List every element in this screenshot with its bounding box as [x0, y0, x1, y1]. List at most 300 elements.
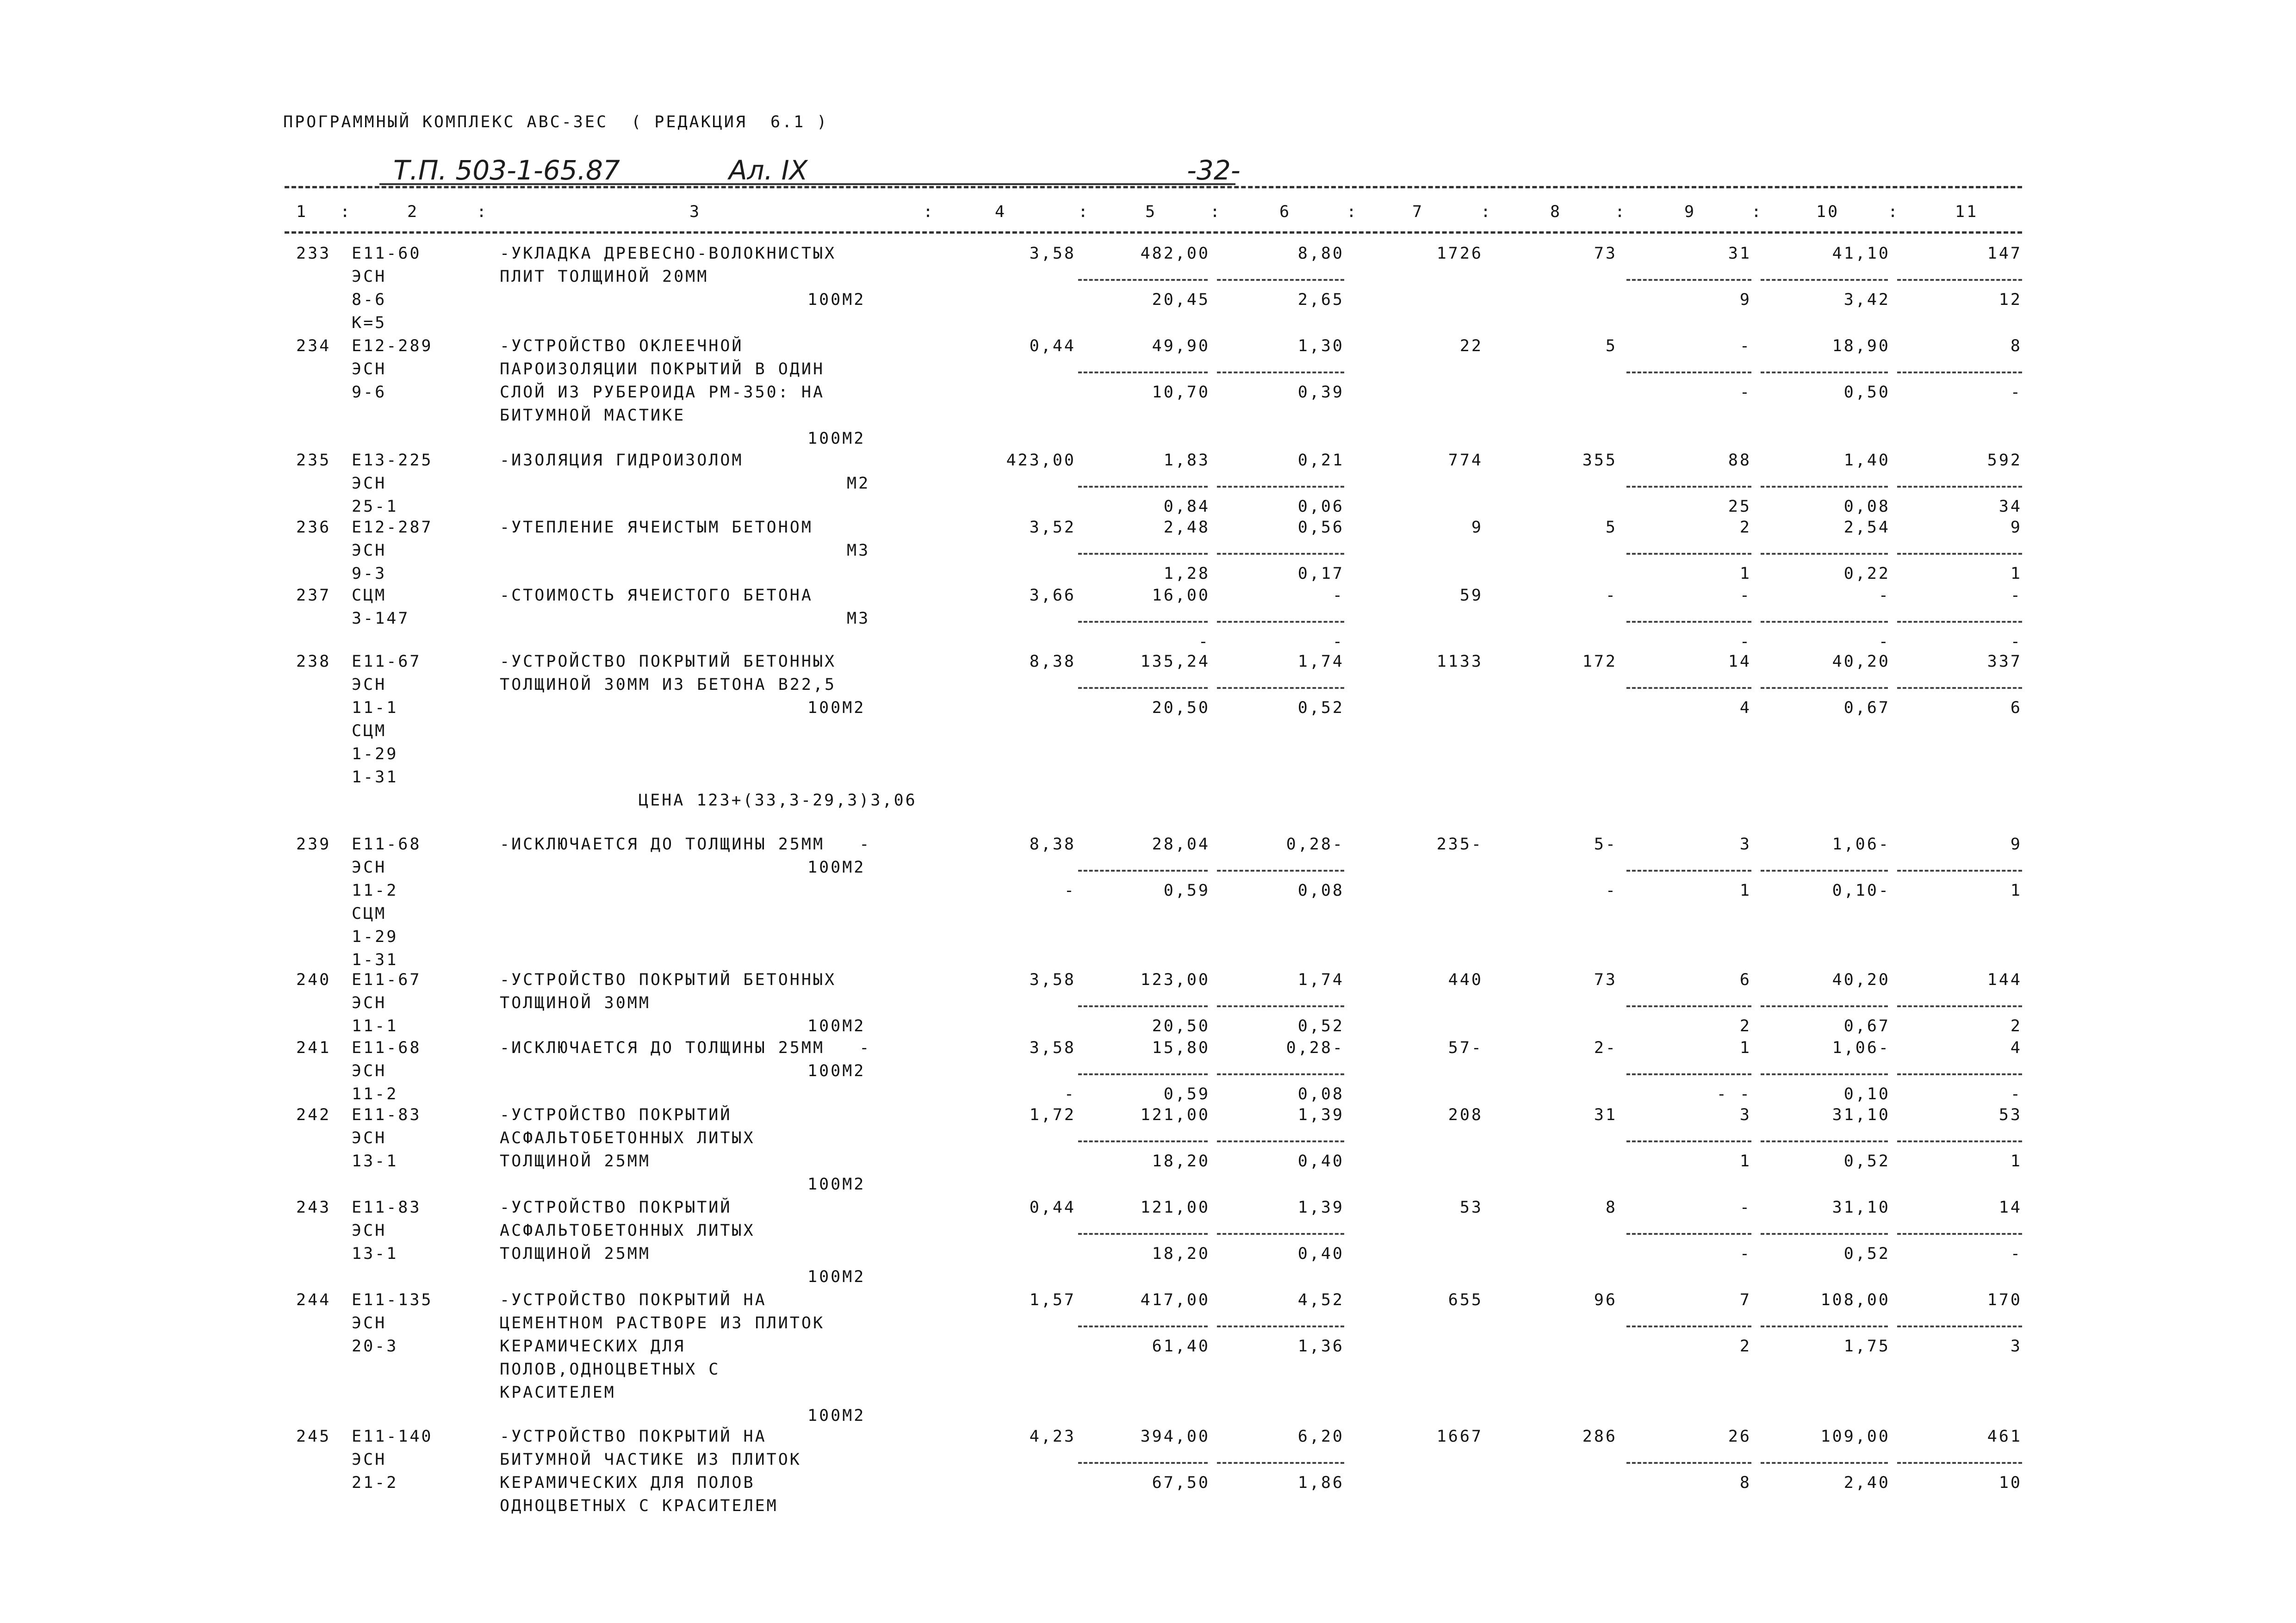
table-cell-c4: 3,52 [1029, 518, 1076, 537]
col-header-sep: : [1615, 203, 1627, 221]
cell-divider-line [1897, 1140, 2022, 1142]
table-cell-c4: 3,58 [1029, 244, 1076, 263]
col-header-sep: : [1888, 203, 1900, 221]
table-cell-c3: 100М2 [807, 291, 866, 309]
table-cell-c3: -УСТРОЙСТВО ОКЛЕЕЧНОЙ [500, 337, 744, 355]
cell-divider-line [1897, 621, 2022, 623]
table-cell-c3: -УСТРОЙСТВО ПОКРЫТИЙ [500, 1106, 732, 1124]
table-cell-c2: ЭСН [352, 474, 387, 493]
table-cell-c10: 40,20 [1832, 971, 1890, 989]
table-cell-c6: 1,36 [1297, 1337, 1344, 1356]
cell-divider-line [1217, 1462, 1344, 1464]
table-cell-c7: 440 [1448, 971, 1483, 989]
cell-divider-line [1626, 687, 1751, 689]
table-cell-c5: 67,50 [1152, 1474, 1210, 1492]
table-cell-c7: 57- [1448, 1039, 1483, 1057]
table-cell-c5: 2,48 [1163, 518, 1210, 537]
table-cell-c4: 0,44 [1029, 337, 1076, 355]
table-cell-c10: 41,10 [1832, 244, 1890, 263]
table-cell-c6: 0,28- [1286, 835, 1344, 854]
table-cell-c2: ЭСН [352, 1062, 387, 1080]
table-cell-c8: - [1605, 881, 1617, 900]
cell-divider-line [1761, 1073, 1888, 1075]
cell-divider-line [1078, 687, 1208, 689]
table-cell-c3: -ИСКЛЮЧАЕТСЯ ДО ТОЛЩИНЫ 25ММ - [500, 1039, 871, 1057]
cell-divider-line [1626, 279, 1751, 281]
table-cell-c1: 243 [296, 1198, 331, 1217]
cell-divider-line [1897, 687, 2022, 689]
table-cell-c3: СЛОЙ ИЗ РУБЕРОИДА РМ-350: НА [500, 383, 825, 402]
table-cell-c11: 4 [2010, 1039, 2022, 1057]
table-cell-c5: 135,24 [1140, 652, 1210, 671]
cell-divider-line [1078, 1140, 1208, 1142]
cell-divider-line [1626, 553, 1751, 555]
cell-divider-line [1217, 372, 1344, 373]
table-cell-c10: 0,67 [1843, 699, 1890, 717]
col-header-1: 1 [296, 203, 308, 221]
table-cell-c6: 1,39 [1297, 1106, 1344, 1124]
table-cell-c2: 20-3 [352, 1337, 398, 1356]
table-cell-c11: 10 [1998, 1474, 2022, 1492]
table-cell-c9: 2 [1739, 1337, 1751, 1356]
cell-divider-line [1761, 621, 1888, 623]
table-cell-c2: Е11-68 [352, 835, 422, 854]
table-cell-c3: ЦЕМЕНТНОМ РАСТВОРЕ ИЗ ПЛИТОК [500, 1314, 825, 1332]
table-cell-c9: 25 [1728, 497, 1751, 516]
cell-divider-line [1626, 1233, 1751, 1235]
table-cell-c8: 8 [1605, 1198, 1617, 1217]
table-cell-c2: 9-3 [352, 564, 387, 583]
col-header-7: 7 [1412, 203, 1424, 221]
table-cell-c2: ЭСН [352, 1450, 387, 1469]
table-cell-c3: -ИЗОЛЯЦИЯ ГИДРОИЗОЛОМ [500, 451, 744, 470]
table-cell-c9: - [1739, 337, 1751, 355]
col-header-5: 5 [1145, 203, 1157, 221]
table-cell-c11: 592 [1987, 451, 2022, 470]
table-cell-c8: 73 [1594, 244, 1617, 263]
table-cell-c9: - [1739, 383, 1751, 402]
table-cell-c9: 1 [1739, 881, 1751, 900]
doc-code-underline [379, 183, 1235, 185]
cell-divider-line [1897, 279, 2022, 281]
table-cell-c6: 0,08 [1297, 881, 1344, 900]
table-cell-c2: 13-1 [352, 1152, 398, 1171]
col-header-sep: : [1751, 203, 1763, 221]
col-header-sep: : [1481, 203, 1493, 221]
cell-divider-line [1897, 870, 2022, 872]
table-cell-c10: 1,06- [1832, 1039, 1890, 1057]
table-cell-c11: 147 [1987, 244, 2022, 263]
table-cell-c9: 88 [1728, 451, 1751, 470]
table-cell-c9: - [1739, 586, 1751, 605]
table-cell-c2: СЦМ [352, 904, 387, 923]
col-header-9: 9 [1684, 203, 1696, 221]
cell-divider-line [1078, 1073, 1208, 1075]
table-cell-c9: 2 [1739, 1017, 1751, 1035]
table-cell-c8: - [1605, 586, 1617, 605]
col-header-4: 4 [995, 203, 1007, 221]
cell-divider-line [1897, 486, 2022, 488]
table-cell-c6: 0,56 [1297, 518, 1344, 537]
table-cell-c6: 0,08 [1297, 1085, 1344, 1103]
table-cell-c10: 0,22 [1843, 564, 1890, 583]
table-cell-c3: -УСТРОЙСТВО ПОКРЫТИЙ БЕТОННЫХ [500, 971, 837, 989]
table-cell-c3: М3 [847, 609, 870, 628]
cell-divider-line [1217, 1005, 1344, 1007]
table-cell-c3: -СТОИМОСТЬ ЯЧЕИСТОГО БЕТОНА [500, 586, 813, 605]
table-cell-c2: ЭСН [352, 267, 387, 286]
table-cell-c10: 31,10 [1832, 1198, 1890, 1217]
table-cell-c1: 238 [296, 652, 331, 671]
cell-divider-line [1078, 1005, 1208, 1007]
table-cell-c9: 7 [1739, 1291, 1751, 1309]
table-cell-c9: - - [1716, 1085, 1751, 1103]
cell-divider-line [1897, 1005, 2022, 1007]
table-cell-c11: 8 [2010, 337, 2022, 355]
table-cell-c11: - [2010, 383, 2022, 402]
table-cell-c2: ЭСН [352, 675, 387, 694]
table-cell-c6: 4,52 [1297, 1291, 1344, 1309]
table-cell-c6: - [1332, 632, 1344, 651]
table-cell-c10: 0,52 [1843, 1245, 1890, 1263]
table-cell-c2: Е11-135 [352, 1291, 433, 1309]
table-header-rule [285, 231, 2022, 234]
table-cell-c6: 0,21 [1297, 451, 1344, 470]
cell-divider-line [1897, 372, 2022, 373]
table-cell-c9: 3 [1739, 1106, 1751, 1124]
cell-divider-line [1078, 1233, 1208, 1235]
table-cell-c11: - [2010, 586, 2022, 605]
table-cell-c2: 1-31 [352, 768, 398, 787]
table-cell-c5: 1,83 [1163, 451, 1210, 470]
table-cell-c2: Е11-83 [352, 1198, 422, 1217]
table-cell-c2: 3-147 [352, 609, 410, 628]
table-cell-c9: 3 [1739, 835, 1751, 854]
cell-divider-line [1897, 1326, 2022, 1327]
table-cell-c3: -УСТРОЙСТВО ПОКРЫТИЙ БЕТОННЫХ [500, 652, 837, 671]
col-header-2: 2 [407, 203, 419, 221]
table-cell-c11: 1 [2010, 1152, 2022, 1171]
table-cell-c3: БИТУМНОЙ МАСТИКЕ [500, 406, 686, 425]
cell-divider-line [1626, 486, 1751, 488]
table-cell-c3: БИТУМНОЙ ЧАСТИКЕ ИЗ ПЛИТОК [500, 1450, 801, 1469]
col-header-3: 3 [689, 203, 701, 221]
table-cell-c4: 3,58 [1029, 1039, 1076, 1057]
cell-divider-line [1761, 1005, 1888, 1007]
table-cell-c5: 18,20 [1152, 1152, 1210, 1171]
table-cell-c11: 1 [2010, 881, 2022, 900]
table-cell-c3: -ИСКЛЮЧАЕТСЯ ДО ТОЛЩИНЫ 25ММ - [500, 835, 871, 854]
table-cell-c11: 53 [1998, 1106, 2022, 1124]
table-cell-c11: 3 [2010, 1337, 2022, 1356]
table-cell-c6: 0,06 [1297, 497, 1344, 516]
table-cell-c10: 2,40 [1843, 1474, 1890, 1492]
table-cell-c8: 5- [1594, 835, 1617, 854]
table-cell-c6: 1,74 [1297, 652, 1344, 671]
table-cell-c1: 245 [296, 1427, 331, 1446]
table-cell-c2: ЭСН [352, 541, 387, 560]
table-cell-c2: ЭСН [352, 858, 387, 877]
table-cell-c7: 9 [1471, 518, 1483, 537]
table-cell-c10: 0,67 [1843, 1017, 1890, 1035]
cell-divider-line [1626, 1326, 1751, 1327]
table-cell-c1: 244 [296, 1291, 331, 1309]
cell-divider-line [1761, 486, 1888, 488]
table-cell-c9: 8 [1739, 1474, 1751, 1492]
table-cell-c1: 240 [296, 971, 331, 989]
table-cell-c5: - [1198, 632, 1210, 651]
table-cell-c2: ЭСН [352, 360, 387, 378]
table-cell-c5: 20,50 [1152, 699, 1210, 717]
table-cell-c5: 20,45 [1152, 291, 1210, 309]
table-cell-c7: 655 [1448, 1291, 1483, 1309]
table-cell-c2: СЦМ [352, 586, 387, 605]
cell-divider-line [1897, 1073, 2022, 1075]
table-cell-c8: 286 [1582, 1427, 1617, 1446]
table-cell-c11: 461 [1987, 1427, 2022, 1446]
table-cell-c5: 1,28 [1163, 564, 1210, 583]
table-cell-c2: ЭСН [352, 1221, 387, 1240]
table-cell-c6: - [1332, 586, 1344, 605]
table-cell-c9: 1 [1739, 564, 1751, 583]
table-cell-c5: 49,90 [1152, 337, 1210, 355]
table-cell-c1: 237 [296, 586, 331, 605]
cell-divider-line [1761, 553, 1888, 555]
table-cell-c5: 18,20 [1152, 1245, 1210, 1263]
table-cell-c3: 100М2 [807, 1017, 866, 1035]
table-cell-c6: 2,65 [1297, 291, 1344, 309]
table-cell-c3: 100М2 [807, 858, 866, 877]
table-cell-c4: 3,66 [1029, 586, 1076, 605]
cell-divider-line [1761, 279, 1888, 281]
table-cell-c8: 5 [1605, 518, 1617, 537]
table-cell-c6: 1,30 [1297, 337, 1344, 355]
table-cell-c3: -УСТРОЙСТВО ПОКРЫТИЙ НА [500, 1291, 767, 1309]
cell-divider-line [1761, 870, 1888, 872]
table-cell-c11: 2 [2010, 1017, 2022, 1035]
table-cell-c3: -УКЛАДКА ДРЕВЕСНО-ВОЛОКНИСТЫХ [500, 244, 837, 263]
cell-divider-line [1626, 621, 1751, 623]
table-cell-c2: 11-1 [352, 1017, 398, 1035]
table-cell-c3: КЕРАМИЧЕСКИХ ДЛЯ ПОЛОВ [500, 1474, 755, 1492]
table-cell-c1: 241 [296, 1039, 331, 1057]
table-cell-c7: 1133 [1436, 652, 1483, 671]
table-cell-c5: 28,04 [1152, 835, 1210, 854]
table-cell-c10: 0,10 [1843, 1085, 1890, 1103]
program-title: ПРОГРАММНЫЙ КОМПЛЕКС АВС-3ЕС ( РЕДАКЦИЯ 6.1 ) [283, 113, 829, 131]
table-cell-c1: 242 [296, 1106, 331, 1124]
table-cell-c6: 0,40 [1297, 1245, 1344, 1263]
cell-divider-line [1078, 486, 1208, 488]
table-cell-c2: Е11-67 [352, 971, 422, 989]
table-cell-c3: ПОЛОВ,ОДНОЦВЕТНЫХ С [500, 1360, 720, 1379]
table-cell-c9: 2 [1739, 518, 1751, 537]
cell-divider-line [1078, 553, 1208, 555]
cell-divider-line [1626, 1073, 1751, 1075]
cell-divider-line [1761, 1326, 1888, 1327]
cell-divider-line [1217, 553, 1344, 555]
table-cell-c1: 235 [296, 451, 331, 470]
table-cell-c3: М2 [847, 474, 870, 493]
table-cell-c6: 1,74 [1297, 971, 1344, 989]
table-cell-c10: 1,40 [1843, 451, 1890, 470]
table-cell-c3: 100М2 [807, 1062, 866, 1080]
table-cell-c3: ПАРОИЗОЛЯЦИИ ПОКРЫТИЙ В ОДИН [500, 360, 825, 378]
table-cell-c3: ОДНОЦВЕТНЫХ С КРАСИТЕЛЕМ [500, 1497, 778, 1515]
table-cell-c3: 100М2 [807, 1268, 866, 1286]
col-header-10: 10 [1816, 203, 1840, 221]
col-header-11: 11 [1955, 203, 1979, 221]
table-cell-c2: Е13-225 [352, 451, 433, 470]
table-cell-c11: 144 [1987, 971, 2022, 989]
cell-divider-line [1897, 1233, 2022, 1235]
table-cell-c8: 5 [1605, 337, 1617, 355]
table-cell-c11: 9 [2010, 518, 2022, 537]
table-cell-c7: 235- [1436, 835, 1483, 854]
album-label: Ал. IX [729, 155, 808, 186]
cell-divider-line [1078, 870, 1208, 872]
table-cell-c10: - [1878, 586, 1890, 605]
table-cell-c10: 0,52 [1843, 1152, 1890, 1171]
table-cell-c5: 0,84 [1163, 497, 1210, 516]
cell-divider-line [1626, 1462, 1751, 1464]
table-cell-c5: 10,70 [1152, 383, 1210, 402]
table-cell-c8: 172 [1582, 652, 1617, 671]
table-cell-c4: 8,38 [1029, 652, 1076, 671]
col-header-8: 8 [1550, 203, 1562, 221]
table-cell-c11: 14 [1998, 1198, 2022, 1217]
table-cell-c6: 0,40 [1297, 1152, 1344, 1171]
table-cell-c7: 1726 [1436, 244, 1483, 263]
table-cell-c9: 14 [1728, 652, 1751, 671]
price-formula: ЦЕНА 123+(33,3-29,3)3,06 [639, 791, 917, 810]
table-cell-c3: ТОЛЩИНОЙ 25ММ [500, 1152, 651, 1171]
table-cell-c9: - [1739, 632, 1751, 651]
table-cell-c9: 4 [1739, 699, 1751, 717]
table-cell-c11: 6 [2010, 699, 2022, 717]
col-header-sep: : [923, 203, 935, 221]
col-header-sep: : [477, 203, 489, 221]
table-cell-c10: - [1878, 632, 1890, 651]
table-cell-c10: 109,00 [1820, 1427, 1890, 1446]
table-cell-c11: - [2010, 632, 2022, 651]
table-cell-c9: - [1739, 1198, 1751, 1217]
table-cell-c3: -УТЕПЛЕНИЕ ЯЧЕИСТЫМ БЕТОНОМ [500, 518, 813, 537]
table-cell-c4: 8,38 [1029, 835, 1076, 854]
table-cell-c4: - [1064, 881, 1076, 900]
table-cell-c3: ПЛИТ ТОЛЩИНОЙ 20ММ [500, 267, 709, 286]
cell-divider-line [1761, 687, 1888, 689]
table-cell-c9: 6 [1739, 971, 1751, 989]
table-cell-c8: 73 [1594, 971, 1617, 989]
table-cell-c11: 34 [1998, 497, 2022, 516]
table-cell-c3: ТОЛЩИНОЙ 30ММ [500, 994, 651, 1012]
table-cell-c6: 0,52 [1297, 699, 1344, 717]
table-cell-c3: 100М2 [807, 1406, 866, 1425]
table-cell-c2: 1-31 [352, 951, 398, 969]
table-cell-c7: 774 [1448, 451, 1483, 470]
table-cell-c6: 0,28- [1286, 1039, 1344, 1057]
cell-divider-line [1217, 1233, 1344, 1235]
table-cell-c2: 9-6 [352, 383, 387, 402]
table-cell-c10: 0,50 [1843, 383, 1890, 402]
cell-divider-line [1217, 1073, 1344, 1075]
cell-divider-line [1217, 1326, 1344, 1327]
table-cell-c8: 2- [1594, 1039, 1617, 1057]
table-cell-c5: 121,00 [1140, 1198, 1210, 1217]
cell-divider-line [1217, 279, 1344, 281]
table-cell-c2: ЭСН [352, 1129, 387, 1147]
table-cell-c7: 59 [1459, 586, 1483, 605]
table-cell-c2: Е11-60 [352, 244, 422, 263]
cell-divider-line [1761, 372, 1888, 373]
cell-divider-line [1217, 687, 1344, 689]
cell-divider-line [1217, 486, 1344, 488]
cell-divider-line [1761, 1140, 1888, 1142]
table-cell-c3: М3 [847, 541, 870, 560]
col-header-sep: : [340, 203, 352, 221]
table-cell-c5: 61,40 [1152, 1337, 1210, 1356]
cell-divider-line [1217, 621, 1344, 623]
table-cell-c11: 337 [1987, 652, 2022, 671]
table-cell-c2: 8-6 [352, 291, 387, 309]
table-cell-c6: 0,39 [1297, 383, 1344, 402]
table-cell-c5: 394,00 [1140, 1427, 1210, 1446]
table-cell-c2: Е11-140 [352, 1427, 433, 1446]
table-cell-c10: 3,42 [1843, 291, 1890, 309]
table-cell-c6: 6,20 [1297, 1427, 1344, 1446]
page-number: -32- [1187, 155, 1241, 186]
table-cell-c4: 423,00 [1006, 451, 1076, 470]
table-cell-c4: 0,44 [1029, 1198, 1076, 1217]
table-cell-c11: 12 [1998, 291, 2022, 309]
cell-divider-line [1078, 279, 1208, 281]
table-cell-c2: 1-29 [352, 928, 398, 946]
table-cell-c6: 1,86 [1297, 1474, 1344, 1492]
table-cell-c2: 11-2 [352, 881, 398, 900]
table-cell-c9: 9 [1739, 291, 1751, 309]
table-cell-c8: 31 [1594, 1106, 1617, 1124]
cell-divider-line [1897, 553, 2022, 555]
table-cell-c2: Е12-289 [352, 337, 433, 355]
table-cell-c1: 234 [296, 337, 331, 355]
table-cell-c2: 1-29 [352, 745, 398, 763]
table-cell-c5: 15,80 [1152, 1039, 1210, 1057]
table-cell-c5: 123,00 [1140, 971, 1210, 989]
cell-divider-line [1761, 1462, 1888, 1464]
doc-code: Т.П. 503-1-65.87 [393, 155, 620, 186]
table-cell-c2: ЭСН [352, 1314, 387, 1332]
table-cell-c9: - [1739, 1245, 1751, 1263]
table-cell-c7: 53 [1459, 1198, 1483, 1217]
table-cell-c3: АСФАЛЬТОБЕТОННЫХ ЛИТЫХ [500, 1221, 755, 1240]
cell-divider-line [1078, 372, 1208, 373]
table-cell-c11: 170 [1987, 1291, 2022, 1309]
table-cell-c3: КЕРАМИЧЕСКИХ ДЛЯ [500, 1337, 686, 1356]
table-cell-c2: Е11-83 [352, 1106, 422, 1124]
table-cell-c4: 1,72 [1029, 1106, 1076, 1124]
table-cell-c10: 40,20 [1832, 652, 1890, 671]
table-cell-c2: Е11-67 [352, 652, 422, 671]
table-cell-c2: Е11-68 [352, 1039, 422, 1057]
table-cell-c3: -УСТРОЙСТВО ПОКРЫТИЙ [500, 1198, 732, 1217]
table-cell-c3: 100М2 [807, 1175, 866, 1194]
table-cell-c5: 121,00 [1140, 1106, 1210, 1124]
table-cell-c10: 2,54 [1843, 518, 1890, 537]
table-cell-c2: 13-1 [352, 1245, 398, 1263]
table-cell-c2: 11-1 [352, 699, 398, 717]
cell-divider-line [1761, 1233, 1888, 1235]
